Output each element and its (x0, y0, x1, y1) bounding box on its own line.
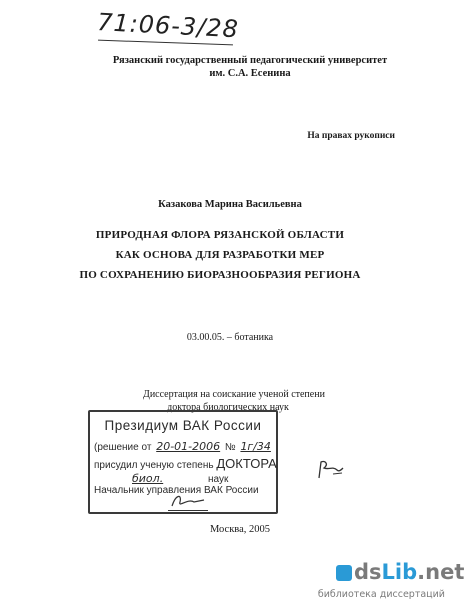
stamp-awarded-prefix: присудил ученую степень (94, 460, 214, 471)
stamp-science-handwritten: биол. (132, 472, 164, 485)
dslib-watermark (300, 560, 464, 612)
rights-note: На правах рукописи (307, 131, 395, 141)
stamp-awarded-degree: ДОКТОРА (216, 456, 277, 471)
degree-line-2: доктора биологических наук (167, 402, 289, 413)
author-name: Казакова Марина Васильевна (158, 199, 302, 210)
handwritten-signature (315, 458, 345, 482)
vak-stamp (88, 410, 278, 514)
university-header (100, 54, 400, 80)
stamp-chief-label: Начальник управления ВАК России (94, 485, 259, 496)
title-line-3: ПО СОХРАНЕНИЮ БИОРАЗНООБРАЗИЯ РЕГИОНА (79, 269, 361, 281)
degree-line-1: Диссертация на соискание ученой степени (143, 389, 325, 400)
stamp-decision-date: 20-01-2006 (156, 440, 221, 453)
stamp-decision-prefix: (решение от (94, 442, 152, 453)
stamp-science-suffix: наук (207, 474, 229, 485)
specialty-code: 03.00.05. – ботаника (186, 332, 274, 343)
stamp-title: Президиум ВАК России (104, 418, 262, 433)
dslib-logo-icon (336, 565, 352, 581)
university-named-after: им. С.А. Есенина (209, 68, 291, 79)
stamp-awarded-line (94, 456, 277, 471)
dissertation-title (60, 225, 380, 285)
stamp-decision-number: 1г/34 (240, 440, 271, 453)
stamp-number-label: № (224, 442, 236, 453)
title-line-1: ПРИРОДНАЯ ФЛОРА РЯЗАНСКОЙ ОБЛАСТИ (95, 229, 345, 241)
stamp-signature (168, 492, 208, 511)
dslib-logo: dsLib.net (354, 560, 464, 584)
handwritten-archive-number: 71:06-3/28 (96, 8, 240, 44)
place-and-year: Москва, 2005 (209, 524, 271, 535)
university-name: Рязанский государственный педагогический университет (112, 55, 388, 66)
stamp-decision-line (94, 440, 273, 453)
dslib-tagline: библиотека диссертаций (317, 589, 445, 600)
title-line-2: КАК ОСНОВА ДЛЯ РАЗРАБОТКИ МЕР (115, 249, 325, 261)
stamp-science-line (130, 472, 228, 485)
